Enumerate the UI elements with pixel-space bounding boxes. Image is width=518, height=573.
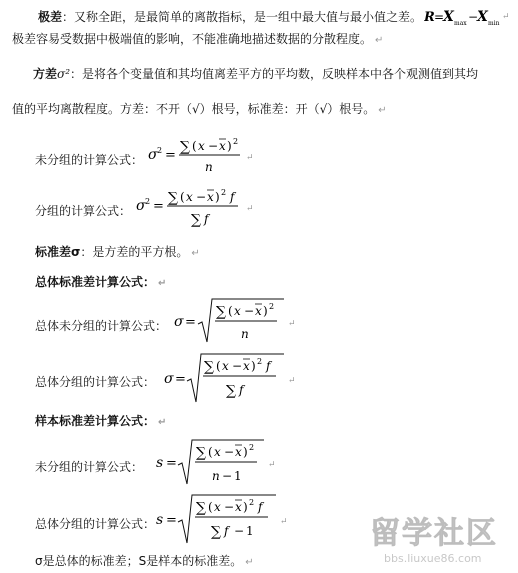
footer-note: σ是总体的标准差；S是样本的标准差。 ↵ xyxy=(35,554,254,568)
return-mark-icon: ↵ xyxy=(375,35,384,46)
svg-text:σ: σ xyxy=(174,314,184,330)
svg-text:2: 2 xyxy=(249,498,255,507)
svg-text:x: x xyxy=(255,304,262,318)
svg-text:−: − xyxy=(196,190,207,204)
svg-text:R: R xyxy=(424,10,435,25)
svg-text:=: = xyxy=(153,199,164,214)
svg-text:∑: ∑ xyxy=(168,190,178,206)
return-mark-icon: ↵ xyxy=(378,105,387,116)
sample-grouped-label: 总体分组的计算公式： xyxy=(35,517,156,531)
svg-text:x: x xyxy=(235,500,242,514)
svg-text:−: − xyxy=(234,524,245,538)
svg-text:min: min xyxy=(488,20,500,26)
population-ungrouped-label: 总体未分组的计算公式： xyxy=(35,319,168,333)
svg-text:−: − xyxy=(208,139,219,153)
svg-text:x: x xyxy=(222,359,229,373)
svg-text:−: − xyxy=(224,500,235,514)
svg-text:∑: ∑ xyxy=(204,359,214,375)
population-grouped-formula xyxy=(164,350,304,409)
svg-text:∑: ∑ xyxy=(216,304,226,320)
svg-text:∑: ∑ xyxy=(191,212,201,228)
svg-text:2: 2 xyxy=(157,146,163,155)
svg-text:x: x xyxy=(214,445,221,459)
svg-text:x: x xyxy=(243,359,250,373)
population-grouped-label: 总体分组的计算公式： xyxy=(35,375,156,389)
range-separator: ： xyxy=(62,10,75,24)
svg-text:−: − xyxy=(222,469,233,483)
svg-text:↵: ↵ xyxy=(268,460,276,470)
svg-text:1: 1 xyxy=(234,469,242,483)
svg-text:2: 2 xyxy=(221,188,227,197)
variance-grouped-label: 分组的计算公式： xyxy=(35,204,132,218)
variance-term: 方差 xyxy=(33,67,58,81)
svg-text:x: x xyxy=(235,445,242,459)
svg-text:(: ( xyxy=(216,359,221,373)
svg-text:↵: ↵ xyxy=(502,12,510,22)
svg-text:↵: ↵ xyxy=(280,517,288,527)
svg-text:x: x xyxy=(219,139,226,153)
range-description: 又称全距，是最简单的离散指标，是一组中最大值与最小值之差。 xyxy=(74,10,423,24)
svg-text:留学社区: 留学社区 xyxy=(370,516,498,551)
svg-text:↵: ↵ xyxy=(246,153,254,163)
svg-text:): ) xyxy=(263,304,268,318)
svg-text:−: − xyxy=(244,304,255,318)
return-mark-icon: ↵ xyxy=(158,278,167,289)
watermark-logo xyxy=(362,509,512,569)
svg-text:x: x xyxy=(186,190,193,204)
svg-text:s: s xyxy=(156,512,164,528)
variance-line-2: 值的平均离散程度。方差：不开（√）根号，标准差：开（√）根号。 ↵ xyxy=(12,102,387,116)
svg-text:∑: ∑ xyxy=(196,445,206,461)
svg-text:n: n xyxy=(241,327,249,341)
range-line-2: 极差容易受数据中极端值的影响，不能准确地描述数据的分散程度。 ↵ xyxy=(12,32,384,46)
sample-grouped-formula xyxy=(156,491,296,550)
svg-text:(: ( xyxy=(208,445,213,459)
svg-text:=: = xyxy=(185,315,196,330)
svg-text:∑: ∑ xyxy=(226,383,236,399)
svg-text:−: − xyxy=(232,359,243,373)
svg-text:f: f xyxy=(258,500,263,514)
range-paragraph xyxy=(38,9,422,25)
svg-text:=: = xyxy=(166,456,177,471)
svg-text:n: n xyxy=(212,469,220,483)
svg-text:σ: σ xyxy=(148,147,158,163)
return-mark-icon: ↵ xyxy=(158,417,167,428)
svg-text:f: f xyxy=(239,383,244,397)
svg-text:↵: ↵ xyxy=(288,376,296,386)
svg-text:∑: ∑ xyxy=(196,500,206,516)
svg-text:(: ( xyxy=(208,500,213,514)
svg-text:n: n xyxy=(205,160,213,174)
svg-text:bbs.liuxue86.com: bbs.liuxue86.com xyxy=(384,552,482,565)
return-mark-icon: ↵ xyxy=(191,248,200,259)
variance-ungrouped-formula xyxy=(148,132,268,181)
svg-text:): ) xyxy=(243,445,248,459)
svg-text:X: X xyxy=(477,9,488,25)
svg-text:↵: ↵ xyxy=(246,204,254,214)
svg-text:max: max xyxy=(454,20,467,26)
variance-paragraph xyxy=(33,66,478,82)
range-formula-svg xyxy=(424,6,516,26)
sample-heading: 样本标准差计算公式： ↵ xyxy=(35,414,167,428)
svg-text:=: = xyxy=(165,148,176,163)
svg-text:f: f xyxy=(266,359,271,373)
svg-text:∑: ∑ xyxy=(211,524,221,540)
svg-text:2: 2 xyxy=(249,443,255,452)
svg-text:x: x xyxy=(198,139,205,153)
std-term: 标准差σ xyxy=(35,245,81,259)
svg-text:f: f xyxy=(204,212,209,226)
svg-text:(: ( xyxy=(180,190,185,204)
std-paragraph xyxy=(35,244,200,262)
watermark-svg xyxy=(362,509,512,569)
svg-text:X: X xyxy=(443,9,454,25)
svg-text:x: x xyxy=(214,500,221,514)
svg-text:=: = xyxy=(434,10,445,24)
svg-text:x: x xyxy=(234,304,241,318)
svg-text:): ) xyxy=(227,139,232,153)
svg-text:=: = xyxy=(166,513,177,528)
svg-text:1: 1 xyxy=(246,524,254,538)
svg-text:f: f xyxy=(224,524,229,538)
svg-text:s: s xyxy=(156,455,164,471)
population-ungrouped-formula xyxy=(174,296,304,351)
variance-ungrouped-label: 未分组的计算公式： xyxy=(35,153,144,167)
svg-text:−: − xyxy=(468,10,479,24)
svg-text:↵: ↵ xyxy=(288,319,296,329)
population-heading: 总体标准差计算公式： ↵ xyxy=(35,275,167,289)
variance-description: ：是将各个变量值和其均值离差平方的平均数，反映样本中各个观测值到其均 xyxy=(70,67,479,81)
range-formula xyxy=(424,6,516,29)
svg-text:∑: ∑ xyxy=(180,139,190,155)
std-description: ：是方差的平方根。 xyxy=(80,245,189,259)
return-mark-icon: ↵ xyxy=(245,557,254,568)
svg-text:2: 2 xyxy=(233,137,239,146)
svg-text:−: − xyxy=(224,445,235,459)
variance-grouped-formula xyxy=(136,183,266,234)
svg-text:): ) xyxy=(251,359,256,373)
svg-text:σ: σ xyxy=(164,371,174,387)
range-term: 极差 xyxy=(38,10,63,24)
svg-text:σ: σ xyxy=(136,198,146,214)
svg-text:): ) xyxy=(215,190,220,204)
variance-symbol: σ² xyxy=(57,67,71,81)
svg-text:=: = xyxy=(175,372,186,387)
svg-text:2: 2 xyxy=(257,357,263,366)
svg-text:f: f xyxy=(230,190,235,204)
svg-text:x: x xyxy=(207,190,214,204)
svg-text:(: ( xyxy=(192,139,197,153)
svg-text:): ) xyxy=(243,500,248,514)
sample-ungrouped-label: 未分组的计算公式： xyxy=(35,460,144,474)
svg-text:2: 2 xyxy=(269,302,275,311)
svg-text:(: ( xyxy=(228,304,233,318)
sample-ungrouped-formula xyxy=(156,436,286,493)
svg-text:2: 2 xyxy=(145,197,151,206)
